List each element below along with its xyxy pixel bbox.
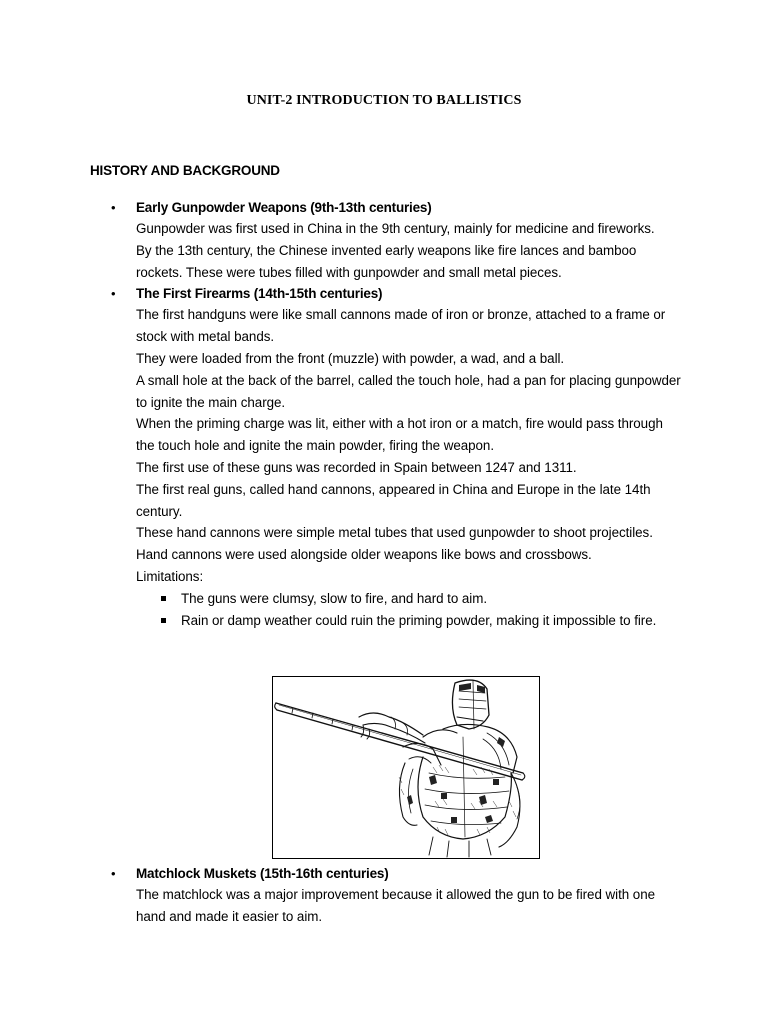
list-item [181,588,681,610]
topic-title: The First Firearms (14th-15th centuries) [136,286,383,302]
paragraph: They were loaded from the front (muzzle) with powder, a wad, and a ball. [136,350,565,366]
paragraph: The matchlock was a major improvement because it allowed the gun to be fired with one hand and made it easier to aim. [136,887,655,924]
bullet-icon: • [111,200,116,215]
list-item-text: Rain or damp weather could ruin the priming powder, making it impossible to fire. [181,612,657,628]
section-heading: HISTORY AND BACKGROUND [90,163,280,178]
hand-cannon-figure [272,676,540,859]
topic-early-gunpowder [0,197,768,283]
paragraph: Gunpowder was first used in China in the 9th century, mainly for medicine and fireworks. [136,221,655,236]
page-title: UNIT-2 INTRODUCTION TO BALLISTICS [246,93,522,108]
limitations-label: Limitations: [136,568,204,584]
content [0,197,768,631]
paragraph: The first use of these guns was recorded in Spain between 1247 and 1311. [136,459,577,475]
paragraph: When the priming charge was lit, either with a hot iron or a match, fire would pass through the touch hole and ignite the main powder, firing the weapon. [136,416,663,454]
square-bullet-icon [161,596,166,601]
topic-title: Matchlock Muskets (15th-16th centuries) [136,866,389,881]
topic-first-firearms [0,283,768,631]
paragraph: By the 13th century, the Chinese invented early weapons like fire lances and bamboo rockets. These were tubes filled with gunpowder and small metal pieces. [136,242,637,280]
list-item-text: The guns were clumsy, slow to fire, and hard to aim. [181,590,488,606]
paragraph: Hand cannons were used alongside older weapons like bows and crossbows. [136,547,592,563]
list-item [181,610,681,632]
topic-title: Early Gunpowder Weapons (9th-13th centuries) [136,200,432,215]
limitations-list [0,588,768,632]
hand-cannon-illustration-icon [273,677,539,858]
square-bullet-icon [161,618,166,623]
paragraph: These hand cannons were simple metal tubes that used gunpowder to shoot projectiles. [136,525,653,541]
topic [0,863,768,928]
paragraph: The first handguns were like small cannons made of iron or bronze, attached to a frame or stock with metal bands. [136,307,666,345]
bullet-icon: • [111,866,116,881]
topic-matchlock-muskets [0,863,768,928]
bullet-icon: • [111,286,116,302]
paragraph: A small hole at the back of the barrel, called the touch hole, had a pan for placing gunpowder to ignite the main charge. [136,372,681,410]
paragraph: The first real guns, called hand cannons, appeared in China and Europe in the late 14th century. [136,481,651,519]
